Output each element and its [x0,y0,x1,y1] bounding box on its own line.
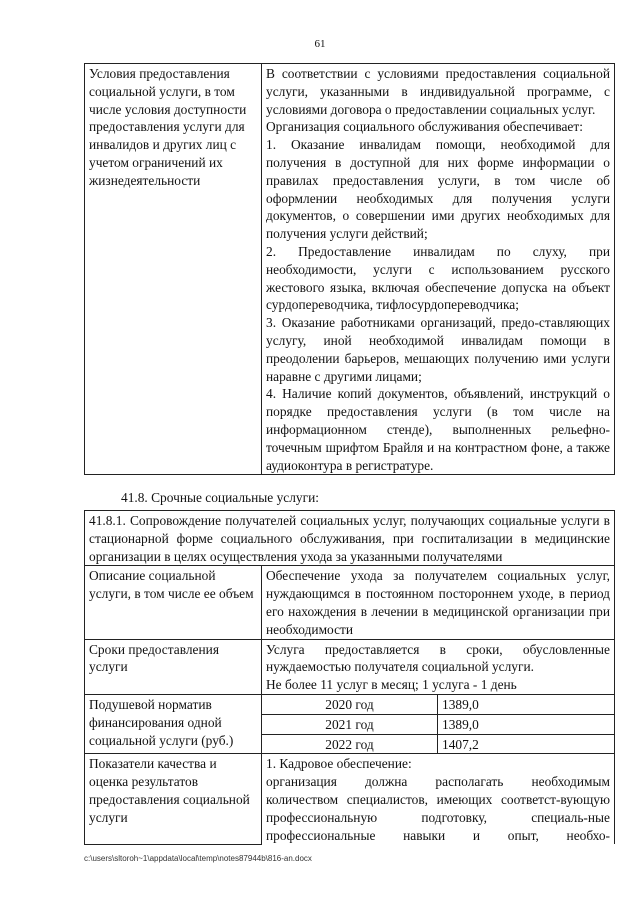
service-header: 41.8.1. Сопровождение получателей социальных услуг, получающих социальные услуги в стационарной форме социального обслуживания, при госпитализации в медицинские организации в целях осуществления ухода за указанными получателями [85,511,615,566]
description-text: Обеспечение ухода за получателем социальных услуг, нуждающимся в постоянном постороннем уходе, в период его нахождения в лечении в медицинской организации при необходимости [262,566,615,639]
financing-year: 2020 год [262,694,438,714]
table-row [85,64,615,475]
terms-label: Сроки предоставления услуги [85,639,262,694]
financing-value: 1389,0 [438,694,615,714]
conditions-text [262,64,615,475]
financing-label: Подушевой норматив финансирования одной социальной услуги (руб.) [85,694,262,753]
financing-year: 2021 год [262,714,438,734]
section-heading: 41.8. Срочные социальные услуги: [121,490,319,505]
financing-value: 1407,2 [438,734,615,754]
quality-text [262,754,615,844]
description-label: Описание социальной услуги, в том числе ее объем [85,566,262,639]
conditions-table [84,63,615,475]
quality-description: организация должна располагать необходимым количеством специалистов, имеющих соответст-вующую профессиональную подготовку, специаль-ные профессиональные навыки и опыт, необхо- [266,774,610,843]
table-row [85,639,615,694]
table-row [85,694,615,714]
urgent-services-table [84,510,615,845]
table-row [85,511,615,566]
conditions-paragraph: 4. Наличие копий документов, объявлений, инструкций о порядке предоставления услуги (в том числе на информационном стенде), выполненных рельефно-точечным шрифтом Брайля и на контрастном фоне, а также аудиоконтура в регистратуре. [266,386,610,473]
conditions-paragraph: 1. Оказание инвалидам помощи, необходимой для получения в доступной для них форме информации о правилах предоставления услуги, в том числе об оформлении необходимых для получения услуги документов, о совершении ими других необходимых для получения услуги действий; [266,137,610,242]
conditions-paragraph: 3. Оказание работниками организаций, предо-ставляющих услугу, иной необходимой инвалидам помощи в преодолении барьеров, мешающих получению ими услуги наравне с другими лицами; [266,315,610,384]
conditions-paragraph: Организация социального обслуживания обеспечивает: [266,119,583,135]
page-number: 61 [314,38,326,50]
terms-limit: Не более 11 услуг в месяц; 1 услуга - 1 день [266,677,517,693]
table-row [85,566,615,639]
conditions-label: Условия предоставления социальной услуги, в том числе условия доступности предоставления услуги для инвалидов и других лиц с учетом ограничений их жизнедеятельности [85,64,262,475]
financing-year: 2022 год [262,734,438,754]
quality-label: Показатели качества и оценка результатов предоставления социальной услуги [85,754,262,844]
terms-description: Услуга предоставляется в сроки, обусловленные нуждаемостью получателя социальной услуги. [266,641,610,675]
quality-heading: 1. Кадровое обеспечение: [266,756,412,772]
terms-text [262,639,615,694]
table-row [85,754,615,844]
financing-value: 1389,0 [438,714,615,734]
conditions-paragraph: 2. Предоставление инвалидам по слуху, при необходимости, услуги с использованием русского жестового языка, включая обеспечение допуска на объект сурдопереводчика, тифлосурдопереводчика; [266,243,610,313]
conditions-paragraph: В соответствии с условиями предоставления социальной услуги, указанными в индивидуальной программе, с условиями договора о предоставлении социальных услуг. [266,66,610,117]
footer-file-path: c:\users\sltoroh~1\appdata\local\temp\notes87944b\816-an.docx [84,854,312,863]
